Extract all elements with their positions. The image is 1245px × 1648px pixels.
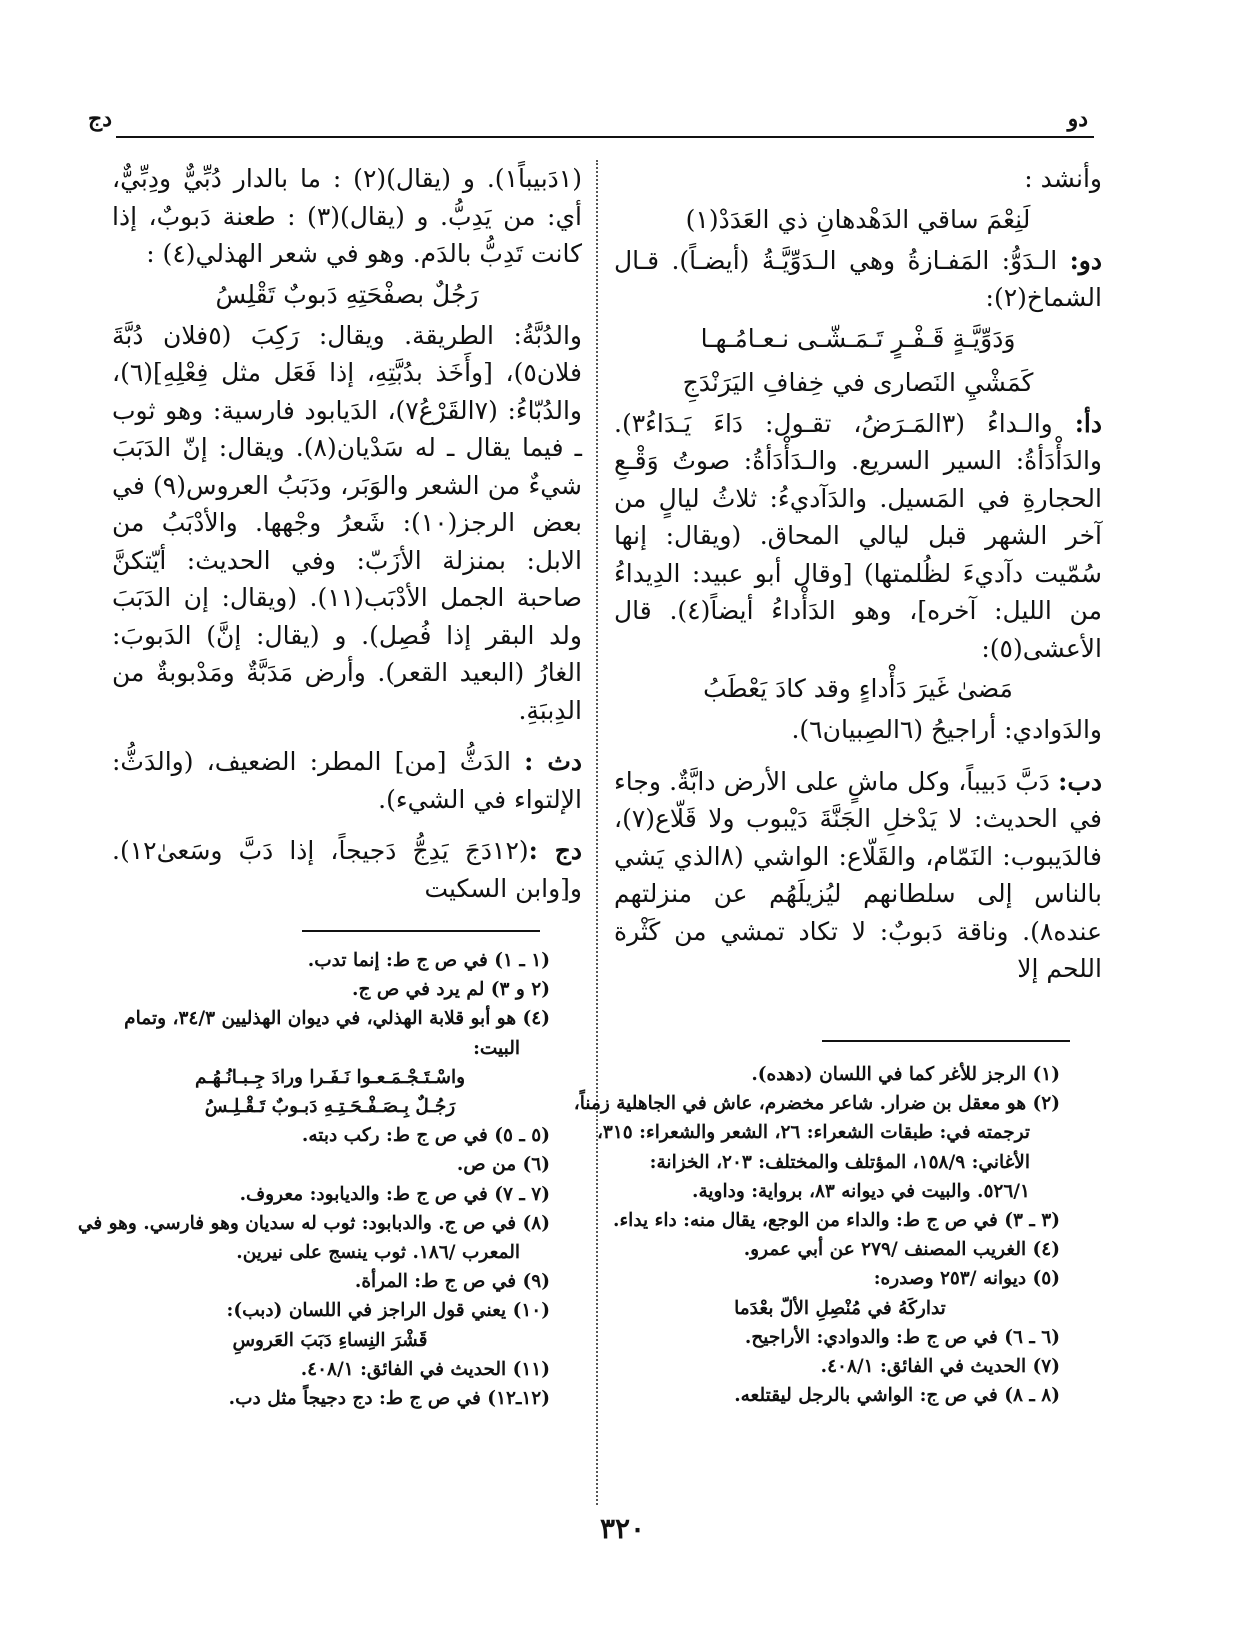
header-left-keyword: دج bbox=[88, 106, 112, 132]
dictionary-entry bbox=[614, 405, 1102, 668]
footnote-line: رَجُـلٌ بِـصَـفْـحَـتِـهِ دَبـوبٌ تَـقْـلِـسُ bbox=[204, 1096, 456, 1118]
entry-headword: دأ: bbox=[1074, 408, 1103, 438]
entry-text: (١٢دَجَ يَدِجُّ دَجيجاً، إذا دَبَّ وسَعىٰ١٢). و[وابن السكيت bbox=[112, 836, 582, 903]
footnote-line: (٨) في ص ج. والدبابود: ثوب له سديان وهو فارسي. وهو في bbox=[77, 1212, 550, 1234]
verse-line: مَضىٰ غَيرَ دَأْداءٍ وقد كادَ يَعْطَبُ bbox=[703, 674, 1013, 703]
footnote-line: (٨ ـ ٨) في ص ج: الواشي بالرجل ليقتلعه. bbox=[734, 1385, 1060, 1407]
paragraph-gap bbox=[112, 818, 582, 832]
footnote-line: (٦) من ص. bbox=[456, 1154, 550, 1176]
entry-text: دَبَّ دَبيباً، وكل ماشٍ على الأرض دابَّةٌ. وجاء في الحديث: لا يَدْخلِ الجَنَّةَ دَيْبوب ولا قَلّاع(٧)، فالدَيبوب: النَمّام، والقَلّاع: الواشي (٨الذي يَشي بالناس إلى سلطانهم ليُزيلَهُم عن منزلتهم عنده٨). وناقة دَبوبٌ: لا تكاد تمشي من كَثْرة اللحم إلا bbox=[614, 766, 1102, 983]
footnote-line: (١٢ـ١٢) في ص ج ط: دج دجيجاً مثل دب. bbox=[228, 1388, 550, 1410]
footnote-line: (٩) في ص ج ط: المرأة. bbox=[354, 1271, 550, 1293]
footnote-line: (٤) هو أبو قلابة الهذلي، في ديوان الهذليين ٣٤/٣، وتمام bbox=[124, 1008, 550, 1030]
footnote-line: قَشْرَ النِساءِ دَبَبَ العَروسِ bbox=[232, 1329, 428, 1351]
footnote-line: (٥) ديوانه /٢٥٣ وصدره: bbox=[873, 1268, 1060, 1290]
footnotes-right bbox=[573, 1060, 1060, 1410]
footnote-line: البيت: bbox=[473, 1037, 520, 1059]
verse-line: كَمَشْيِ النَصارى في خِفافِ اليَرَنْدَجِ bbox=[682, 367, 1034, 397]
footnote-line: المعرب /١٨٦. ثوب ينسج على نيرين. bbox=[236, 1242, 520, 1264]
entry-headword: دو: bbox=[1069, 245, 1102, 275]
verse-line: رَجُلٌ بصفْحَتِهِ دَبوبٌ تَقْلِسُ bbox=[215, 279, 479, 309]
paragraph-gap bbox=[112, 729, 582, 743]
footnote-line: ترجمته في: طبقات الشعراء: ٢٦، الشعر والشعراء: ٣١٥، bbox=[596, 1122, 1030, 1144]
entry-text: والـداءُ (٣المَـرَضُ، تقـول: دَاءَ يَـدَاءُ٣). والدَأْدَأةُ: السير السريع. والـدَأْدَأةُ: صوتُ وَقْـعِ الحجارةِ في المَسيل. والدَآديءُ: ثلاثُ ليالٍ من آخر الشهر قبل ليالي المحاق. (ويقال: إنها سُمّيت دآديءَ لظُلمتها) [وقال أبو عبيد: الدِيداءُ من الليل: آخره]، وهو الدَأْداءُ أيضاً(٤). قال الأعشى(٥): bbox=[614, 408, 1102, 663]
entry-text: الدَثُّ [من] المطر: الضعيف، (والدَثُّ: الإلتواء في الشيء). bbox=[112, 747, 582, 814]
footnote-line: (٧ ـ ٧) في ص ج ط: والديابود: معروف. bbox=[239, 1183, 550, 1205]
footnote-line: واسْـتَـجْـمَـعـوا نَـفَـرا ورادَ جِـبـانُـهُـم bbox=[194, 1066, 466, 1088]
footnote-line: (١١) الحديث في الفائق: ٤٠٨/١. bbox=[300, 1358, 550, 1380]
footnote-line: الأغاني: ١٥٨/٩، المؤتلف والمختلف: ٢٠٣، الخزانة: bbox=[649, 1151, 1030, 1173]
dictionary-entry bbox=[614, 242, 1102, 317]
left-column bbox=[112, 160, 582, 907]
footnote-line: (٥ ـ ٥) في ص ج ط: ركب دبته. bbox=[301, 1125, 550, 1147]
dictionary-entry bbox=[112, 743, 582, 818]
header-right-keyword: دو bbox=[1067, 106, 1088, 132]
paragraph-gap bbox=[614, 749, 1102, 763]
entry-text: الـدَوُّ: المَفـازةُ وهي الـدَوِّيَّـةُ (أيضـاً). قـال الشماخ(٢): bbox=[614, 245, 1102, 312]
footnote-line: (١ ـ ١) في ص ج ط: إنما تدب. bbox=[307, 950, 550, 971]
dictionary-entry bbox=[614, 763, 1102, 988]
footnote-line: (٢ و ٣) لم يرد في ص ج. bbox=[352, 979, 550, 1001]
page-header bbox=[88, 106, 1088, 136]
footnote-line: (٦ ـ ٦) في ص ج ط: والدوادي: الأراجيح. bbox=[744, 1326, 1060, 1348]
column-divider bbox=[596, 160, 598, 1505]
dictionary-entry bbox=[112, 832, 582, 907]
footnote-line: (٢) هو معقل بن ضرار. شاعر مخضرم، عاش في الجاهلية زمناً، bbox=[573, 1093, 1060, 1115]
entry-headword: دج : bbox=[528, 836, 582, 865]
footnote-rule-right bbox=[822, 1040, 1070, 1042]
entry-headword: دب: bbox=[1058, 766, 1102, 796]
header-rule bbox=[116, 136, 1094, 138]
paragraph: (١دَبيباً١). و (يقال)(٢) : ما بالدار دُبِّيٌّ ودِبِّيٌّ، أي: من يَدِبُّ. و (يقال)(٣) : طعنة دَبوبٌ، إذا كانت تَدِبُّ بالدَم. وهو في شعر الهذلي(٤) : bbox=[112, 164, 582, 268]
footnote-rule-left bbox=[302, 930, 540, 932]
footnote-line: (١٠) يعني قول الراجز في اللسان (دبب): bbox=[226, 1300, 550, 1322]
footnote-line: (١) الرجز للأغر كما في اللسان (دهده). bbox=[751, 1064, 1060, 1085]
footnote-line: ٥٢٦/١. والبيت في ديوانه ٨٣، برواية: وداوية. bbox=[692, 1180, 1030, 1202]
verse-line: وَدَوِّيَّـةٍ قَـفْـرٍ تَـمَـشّـى نـعـامُـهـا bbox=[700, 323, 1016, 353]
footnote-line: (٧) الحديث في الفائق: ٤٠٨/١. bbox=[820, 1356, 1060, 1378]
verse-line: لَنِعْمَ ساقي الدَهْدهانِ ذي العَدَدْ(١) bbox=[685, 204, 1031, 234]
right-column bbox=[614, 160, 1102, 988]
footnotes-left bbox=[77, 946, 550, 1413]
page-number: ٣٢٠ bbox=[599, 1512, 646, 1545]
paragraph: وأنشد : bbox=[1024, 164, 1102, 193]
paragraph: والدُبَّةُ: الطريقة. ويقال: رَكِبَ (٥فلان دُبَّةَ فلان٥)، [وأَخَذ بدُبَّتِهِ، إذا فَعَل مثل فِعْلِهِ](٦)، والدُبّاءُ: (٧القَرْعُ٧)، الدَيابود فارسية: وهو ثوب ـ فيما يقال ـ له سَدْيان(٨). ويقال: إنّ الدَبَبَ شيءٌ من الشعر والوَبَر، ودَبَبُ العروس(٩) في بعض الرجز(١٠): شَعرُ وجْهها. والأدْبَبُ من الابل: بمنزلة الأزَبّ: وفي الحديث: أيّتكنَّ صاحبة الجمل الأدْبَب(١١). (ويقال: إن الدَبَبَ ولد البقر إذا فُصِل). و (يقال: إنَّ) الدَبوبَ: الغارُ (البعيد القعر). وأرض مَدَبَّةٌ ومَدْبوبةٌ من الدِببَةِ. bbox=[112, 320, 582, 725]
footnote-line: (٣ ـ ٣) في ص ج ط: والداء من الوجع، يقال منه: داء يداء. bbox=[613, 1210, 1060, 1232]
footnote-line: تداركَهُ في مُنْصِلِ الألّ بعْدَما bbox=[734, 1297, 946, 1319]
footnote-line: (٤) الغريب المصنف /٢٧٩ عن أبي عمرو. bbox=[743, 1239, 1060, 1261]
entry-headword: دث : bbox=[524, 747, 582, 776]
paragraph: والدَوادي: أراجيحُ (٦الصِبيان٦). bbox=[791, 715, 1102, 744]
